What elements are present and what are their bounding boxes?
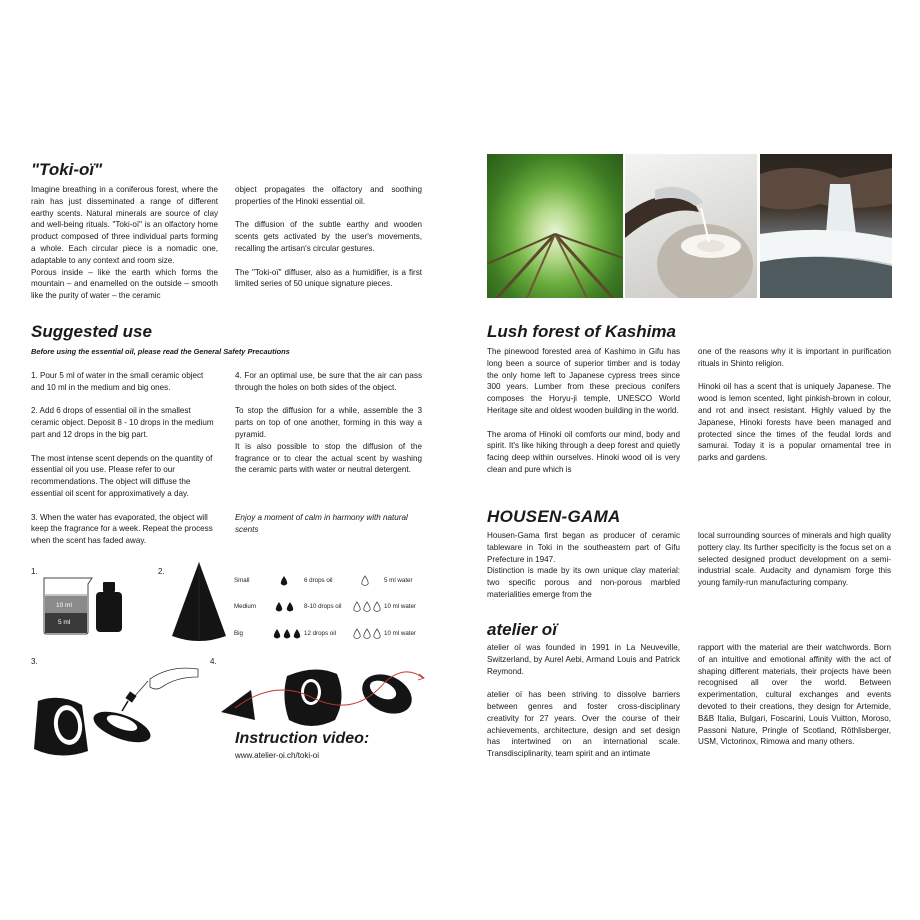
dosage-size: Small (234, 577, 250, 584)
housen-title: HOUSEN-GAMA (487, 507, 621, 526)
dosage-size: Big (234, 630, 243, 637)
toki-col2: object propagates the olfactory and soothing properties of the Hinoki essential oil. The diffusion of the subtle earthy and wooden scents gets activated by the user's movements, recalling the artisan's circular gestures. The "Toki-oï" diffuser, also as a humidifier, is a first limited series of 50 unique signature pieces. (235, 185, 422, 289)
atelier-col2: rapport with the material are their watchwords. Born of an intuitive and emotional affinity with the act of shaping different materials, their projects have been recognised all over the world. Between experimentation, cultural exchanges and events devoted to their creations, they design for Artemide, B&B Italia, Bulgari, Foscarini, Louis Vuitton, Moroso, Passoni Nature, Pringle of Scotland, Röthlisberger, USM, Victorinox, Rimowa and many others. (698, 643, 891, 747)
step-2-number: 2. (158, 567, 165, 576)
dosage-size: Medium (234, 603, 257, 610)
dosage-table (234, 570, 424, 650)
water-drops-icon (352, 628, 382, 640)
instruction-video-title: Instruction video: (235, 730, 370, 747)
kashima-title: Lush forest of Kashima (487, 322, 676, 341)
big-dish-icon (356, 667, 418, 722)
dosage-row (234, 600, 424, 616)
dosage-water: 5 ml water (384, 577, 413, 584)
step-1-number: 1. (31, 567, 38, 576)
step-4-number: 4. (210, 657, 217, 666)
suggested-use-title: Suggested use (31, 322, 152, 341)
atelier-title: atelier oï (487, 620, 557, 639)
step-4-illustration (215, 658, 430, 738)
oil-bottle-icon (96, 582, 122, 632)
small-cone-icon (221, 690, 255, 720)
toki-title: "Toki-oï" (31, 160, 103, 179)
dosage-water: 10 ml water (384, 630, 416, 637)
dosage-row (234, 627, 424, 643)
atelier-col1: atelier oï was founded in 1991 in La Neuveville, Switzerland, by Aurel Aebi, Armand Louis and Patrick Reymond. atelier oï has been striving to dissolve barriers between genres and foster cross-disciplinary creativity for 27 years. Over the course of their achievements, architecture, design and set design has intertwined on an international scale. Transdisciplinarity, team spirit and an intimate (487, 643, 680, 759)
kashima-col1: The pinewood forested area of Kashimo in Gifu has long been a source of superior timber and is today the only home left to Japanese cypress trees since 300 years. Lumber from these precious conifers composes the Horyu-ji temple, UNESCO World Heritage site and oldest wooden building in the world. The aroma of Hinoki oil comforts our mind, body and spirit. It's like hiking through a deep forest and quietly facing deep within ourselves. Hinoki wood oil is very clean and pure which is (487, 347, 680, 474)
oil-drop-icon (279, 575, 289, 587)
oil-drops-icon (274, 601, 296, 613)
hand-with-pipette-icon (122, 668, 198, 711)
pyramid-illustration (166, 560, 232, 652)
step-3-illustration (30, 655, 210, 765)
beaker-10ml-label: 10 ml (56, 602, 72, 609)
instruction-video-link[interactable]: www.atelier-oi.ch/toki-oi (235, 751, 320, 760)
step-3-number: 3. (31, 657, 38, 666)
dosage-oil: 6 drops oil (304, 577, 333, 584)
safety-intro: Before using the essential oil, please read the General Safety Precautions (31, 347, 290, 356)
step-1-illustration (36, 574, 136, 636)
forest-photo (487, 154, 623, 298)
suggested-col2: 4. For an optimal use, be sure that the air can pass through the holes on both sides of the object. To stop the diffusion for a while, assemble the 3 parts on top of one another, forming in this way a pyramid. It is also possible to stop the diffusion of the fragrance or to clear the actual scent by washing the ceramic parts with water or neutral detergent. (235, 371, 422, 475)
toki-col1: Imagine breathing in a coniferous forest, where the rain has just disseminated a range of different earthy scents. Natural minerals are source of clay and well-being rituals. "Toki-oï" is an olfactory home product composed of three individual parts forming a whole. Each circular piece is a nomadic one, adaptable to any context and room size. Porous inside – like the earth which forms the mountain – and enamelled on the outside – smooth like the purity of water – the ceramic (31, 185, 218, 301)
pouring-photo (625, 154, 757, 298)
ceramic-cone-icon (34, 698, 88, 756)
dosage-water: 10 ml water (384, 603, 416, 610)
beaker-5ml-label: 5 ml (58, 619, 71, 626)
closing-line: Enjoy a moment of calm in harmony with natural scents (235, 513, 408, 534)
water-drop-icon (360, 575, 370, 587)
housen-col1: Housen-Gama first began as producer of ceramic tableware in Toki in the southeastern part of Gifu Prefecture in 1947. Distinction is made by its own unique clay material: two specific porous and non-porous marbled materialities emerge from the (487, 531, 680, 599)
housen-col2: local surrounding sources of minerals and high quality pottery clay. Its further specificity is the focus set on a selected designed product development on a semi-industrial scale. Audacity and dynamism forge this young family-run manufacturing company. (698, 531, 892, 588)
dosage-oil: 12 drops oil (304, 630, 336, 637)
oil-drops-icon (272, 628, 304, 640)
waterfall-photo (760, 154, 892, 298)
dosage-row (234, 574, 424, 590)
water-drops-icon (352, 601, 382, 613)
dosage-oil: 8-10 drops oil (304, 603, 342, 610)
suggested-col1: 1. Pour 5 ml of water in the small ceramic object and 10 ml in the medium and big ones. 2. Add 6 drops of essential oil in the smallest ceramic object. Deposit 8 - 10 drops in the medium part and 12 drops in the big part. The most intense scent depends on the quantity of essential oil you use. Please refer to our recommendations. The object will diffuse the essential oil scent for approximatively a day. 3. When the water has evaporated, the object will keep the fragrance for a week. Repeat the process when the scent has faded away. (31, 371, 214, 546)
kashima-col2: one of the reasons why it is important in purification rituals in Shinto religion. Hinoki oil has a scent that is uniquely Japanese. The wood is lemon scented, light pinkish-brown in colour, and rot and insect resistant. Highly valued by the Japanese, Hinoki forests have been managed and protected since the times of the feudal lords and samurai. Today it is a popular ornamental tree in parks and gardens. (698, 347, 891, 463)
ceramic-dish-icon (90, 705, 155, 748)
